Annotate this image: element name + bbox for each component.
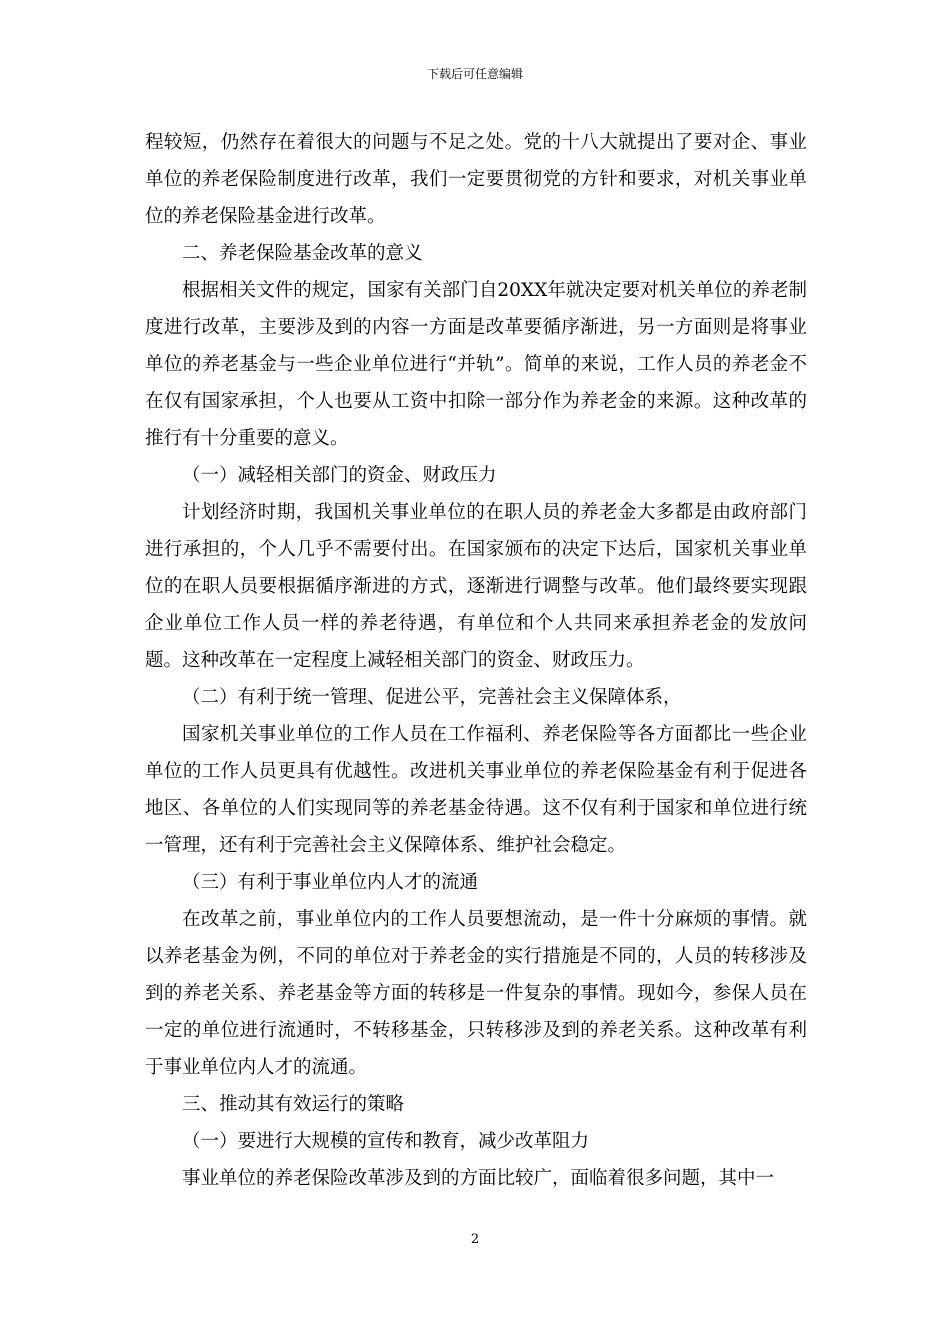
paragraph: 程较短，仍然存在着很大的问题与不足之处。党的十八大就提出了要对企、事业单位的养老保险制度进行改革，我们一定要贯彻党的方针和要求，对机关事业单位的养老保险基金进行改革。 xyxy=(145,132,807,227)
paragraph: 根据相关文件的规定，国家有关部门自20XX年就决定要对机关单位的养老制度进行改革，主要涉及到的内容一方面是改革要循序渐进，另一方面则是将事业单位的养老基金与一些企业单位进行“并轨”。简单的来说，工作人员的养老金不在仅有国家承担，个人也要从工资中扣除一部分作为养老金的来源。这种改革的推行有十分重要的意义。 xyxy=(145,280,807,449)
page-header: 下载后可任意编辑 xyxy=(426,67,523,81)
section-heading: 二、养老保险基金改革的意义 xyxy=(182,243,423,264)
document-body xyxy=(145,124,807,1197)
subsection-heading: （一）减轻相关部门的资金、财政压力 xyxy=(182,465,497,486)
page-number: 2 xyxy=(470,1232,480,1247)
subsection-heading: （一）要进行大规模的宣传和教育，减少改革阻力 xyxy=(182,1131,590,1152)
paragraph: 事业单位的养老保险改革涉及到的方面比较广，面临着很多问题，其中一 xyxy=(182,1168,775,1189)
subsection-heading: （三）有利于事业单位内人才的流通 xyxy=(182,872,479,893)
paragraph: 计划经济时期，我国机关事业单位的在职人员的养老金大多都是由政府部门进行承担的，个人几乎不需要付出。在国家颁布的决定下达后，国家机关事业单位的在职人员要根据循序渐进的方式，逐渐进行调整与改革。他们最终要实现跟企业单位工作人员一样的养老待遇，有单位和个人共同来承担养老金的发放问题。这种改革在一定程度上减轻相关部门的资金、财政压力。 xyxy=(145,502,807,671)
paragraph: 在改革之前，事业单位内的工作人员要想流动，是一件十分麻烦的事情。就以养老基金为例，不同的单位对于养老金的实行措施是不同的，人员的转移涉及到的养老关系、养老基金等方面的转移是一件复杂的事情。现如今，参保人员在一定的单位进行流通时，不转移基金，只转移涉及到的养老关系。这种改革有利于事业单位内人才的流通。 xyxy=(145,909,807,1078)
paragraph: 国家机关事业单位的工作人员在工作福利、养老保险等各方面都比一些企业单位的工作人员更具有优越性。改进机关事业单位的养老保险基金有利于促进各地区、各单位的人们实现同等的养老基金待遇。这不仅有利于国家和单位进行统一管理，还有利于完善社会主义保障体系、维护社会稳定。 xyxy=(145,724,807,856)
subsection-heading: （二）有利于统一管理、促进公平，完善社会主义保障体系， xyxy=(182,687,682,708)
section-heading: 三、推动其有效运行的策略 xyxy=(182,1094,405,1115)
